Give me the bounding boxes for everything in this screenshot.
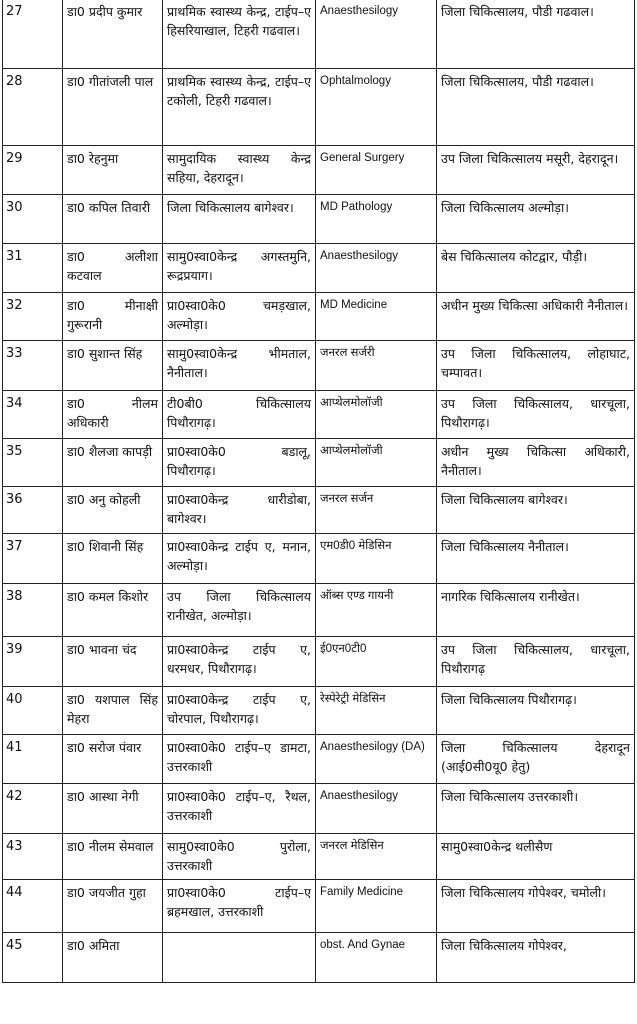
doctor-name-cell: डा0 मीनाक्षी गुरूरानी [63,293,163,341]
table-row [3,341,635,391]
serial-number-cell: 31 [3,244,63,293]
doctor-name-cell: डा0 अमिता [63,933,163,983]
current-posting-cell: प्रा0स्वा0केन्द्र धारीडोबा, बागेश्वर। [163,487,316,534]
transfer-table [2,0,635,983]
new-posting-cell: जिला चिकित्सालय उत्तरकाशी। [437,784,635,834]
doctor-name-cell: डा0 प्रदीप कुमार [63,0,163,69]
serial-number-cell: 38 [3,584,63,637]
table-row [3,834,635,880]
current-posting-cell: प्रा0स्वा0के0 टाईप–ए ब्रहमखाल, उत्तरकाशी [163,880,316,933]
new-posting-cell: जिला चिकित्सालय देहरादून (आई0सी0यू0 हेतु) [437,735,635,784]
table-row [3,244,635,293]
serial-number-cell: 28 [3,69,63,146]
current-posting-cell: प्रा0स्वा0के0 बडालू, पिथौरागढ़। [163,439,316,487]
current-posting-cell: प्रा0स्वा0के0 टाईप–ए, रैथल, उत्तरकाशी [163,784,316,834]
specialty-cell: जनरल सर्जरी [316,341,437,391]
new-posting-cell: नागरिक चिकित्सालय रानीखेत। [437,584,635,637]
table-row [3,146,635,195]
serial-number-cell: 42 [3,784,63,834]
current-posting-cell: प्रा0स्वा0केन्द्र टाईप ए, चोरपाल, पिथौरागढ़। [163,687,316,735]
table-row [3,933,635,983]
doctor-name-cell: डा0 अलीशा कटवाल [63,244,163,293]
table-row [3,0,635,69]
specialty-cell: Anaesthesilogy [316,244,437,293]
table-row [3,735,635,784]
serial-number-cell: 27 [3,0,63,69]
new-posting-cell: जिला चिकित्सालय बागेश्वर। [437,487,635,534]
doctor-name-cell: डा0 सुशान्त सिंह [63,341,163,391]
current-posting-cell: सामु0स्वा0केन्द्र भीमताल, नैनीताल। [163,341,316,391]
specialty-cell: आप्थेलमोलॉजी [316,391,437,439]
new-posting-cell: अधीन मुख्य चिकित्सा अधिकारी, नैनीताल। [437,439,635,487]
specialty-cell: Family Medicine [316,880,437,933]
specialty-cell: जनरल सर्जन [316,487,437,534]
serial-number-cell: 44 [3,880,63,933]
doctor-name-cell: डा0 नीलम अधिकारी [63,391,163,439]
table-row [3,880,635,933]
specialty-cell: एम0डी0 मेडिसिन [316,534,437,584]
doctor-name-cell: डा0 आस्था नेगी [63,784,163,834]
table-row [3,584,635,637]
new-posting-cell: सामु0स्वा0केन्द्र थलीसैण [437,834,635,880]
specialty-cell: ई0एन0टी0 [316,637,437,687]
new-posting-cell: जिला चिकित्सालय पिथौरागढ़। [437,687,635,735]
current-posting-cell: सामुदायिक स्वास्थ्य केन्द्र सहिया, देहरादून। [163,146,316,195]
specialty-cell: MD Pathology [316,195,437,244]
table-row [3,687,635,735]
serial-number-cell: 45 [3,933,63,983]
serial-number-cell: 41 [3,735,63,784]
table-row [3,195,635,244]
new-posting-cell: बेस चिकित्सालय कोटद्वार, पौड़ी। [437,244,635,293]
current-posting-cell: प्राथमिक स्वास्थ्य केन्द्र, टाईप–ए हिसरियाखाल, टिहरी गढवाल। [163,0,316,69]
current-posting-cell: सामु0स्वा0के0 पुरोला, उत्तरकाशी [163,834,316,880]
current-posting-cell: प्रा0स्वा0केन्द्र टाईप ए, धरमधर, पिथौरागढ़। [163,637,316,687]
new-posting-cell: जिला चिकित्सालय गोपेश्वर, [437,933,635,983]
current-posting-cell: प्रा0स्वा0के0 चमड़खाल, अल्मोड़ा। [163,293,316,341]
doctor-name-cell: डा0 जयजीत गुहा [63,880,163,933]
new-posting-cell: जिला चिकित्सालय, पौडी गढवाल। [437,69,635,146]
table-row [3,534,635,584]
specialty-cell: MD Medicine [316,293,437,341]
specialty-cell: आप्थेलमोलॉजी [316,439,437,487]
doctor-name-cell: डा0 भावना चंद [63,637,163,687]
serial-number-cell: 37 [3,534,63,584]
table-row [3,293,635,341]
serial-number-cell: 36 [3,487,63,534]
current-posting-cell: जिला चिकित्सालय बागेश्वर। [163,195,316,244]
specialty-cell: जनरल मेडिसिन [316,834,437,880]
specialty-cell: obst. And Gynae [316,933,437,983]
serial-number-cell: 30 [3,195,63,244]
new-posting-cell: उप जिला चिकित्सालय मसूरी, देहरादून। [437,146,635,195]
current-posting-cell: टी0बी0 चिकित्सालय पिथौरागढ़। [163,391,316,439]
transfer-table-body [3,0,635,983]
new-posting-cell: उप जिला चिकित्सालय, धारचूला, पिथौरागढ़। [437,391,635,439]
new-posting-cell: जिला चिकित्सालय नैनीताल। [437,534,635,584]
doctor-name-cell: डा0 नीलम सेमवाल [63,834,163,880]
current-posting-cell [163,933,316,983]
doctor-name-cell: डा0 कपिल तिवारी [63,195,163,244]
serial-number-cell: 34 [3,391,63,439]
current-posting-cell: प्राथमिक स्वास्थ्य केन्द्र, टाईप–ए टकोली, टिहरी गढवाल। [163,69,316,146]
table-row [3,487,635,534]
doctor-name-cell: डा0 सरोज पंवार [63,735,163,784]
serial-number-cell: 40 [3,687,63,735]
specialty-cell: Anaesthesilogy (DA) [316,735,437,784]
table-row [3,784,635,834]
table-row [3,69,635,146]
new-posting-cell: उप जिला चिकित्सालय, लोहाघाट, चम्पावत। [437,341,635,391]
doctor-name-cell: डा0 शैलजा कापड़ी [63,439,163,487]
table-row [3,391,635,439]
specialty-cell: रेस्पेरेट्री मेडिसिन [316,687,437,735]
doctor-name-cell: डा0 अनु कोहली [63,487,163,534]
new-posting-cell: जिला चिकित्सालय गोपेश्वर, चमोली। [437,880,635,933]
specialty-cell: Ophtalmology [316,69,437,146]
serial-number-cell: 29 [3,146,63,195]
new-posting-cell: उप जिला चिकित्सालय, धारचूला, पिथौरागढ़ [437,637,635,687]
table-row [3,439,635,487]
specialty-cell: Anaesthesilogy [316,784,437,834]
serial-number-cell: 43 [3,834,63,880]
specialty-cell: General Surgery [316,146,437,195]
current-posting-cell: प्रा0स्वा0केन्द्र टाईप ए, मनान, अल्मोड़ा। [163,534,316,584]
doctor-name-cell: डा0 यशपाल सिंह मेहरा [63,687,163,735]
current-posting-cell: उप जिला चिकित्सालय रानीखेत, अल्मोड़ा। [163,584,316,637]
new-posting-cell: जिला चिकित्सालय अल्मोड़ा। [437,195,635,244]
doctor-name-cell: डा0 रेहनुमा [63,146,163,195]
new-posting-cell: जिला चिकित्सालय, पौडी गढवाल। [437,0,635,69]
doctor-name-cell: डा0 शिवानी सिंह [63,534,163,584]
serial-number-cell: 33 [3,341,63,391]
specialty-cell: ऑब्स एण्ड गायनी [316,584,437,637]
table-row [3,637,635,687]
current-posting-cell: सामु0स्वा0केन्द्र अगस्तमुनि, रूद्रप्रयाग। [163,244,316,293]
serial-number-cell: 35 [3,439,63,487]
doctor-name-cell: डा0 कमल किशोर [63,584,163,637]
specialty-cell: Anaesthesilogy [316,0,437,69]
new-posting-cell: अधीन मुख्य चिकित्सा अधिकारी नैनीताल। [437,293,635,341]
doctor-name-cell: डा0 गीतांजली पाल [63,69,163,146]
current-posting-cell: प्रा0स्वा0के0 टाईप–ए डामटा, उत्तरकाशी [163,735,316,784]
serial-number-cell: 32 [3,293,63,341]
serial-number-cell: 39 [3,637,63,687]
